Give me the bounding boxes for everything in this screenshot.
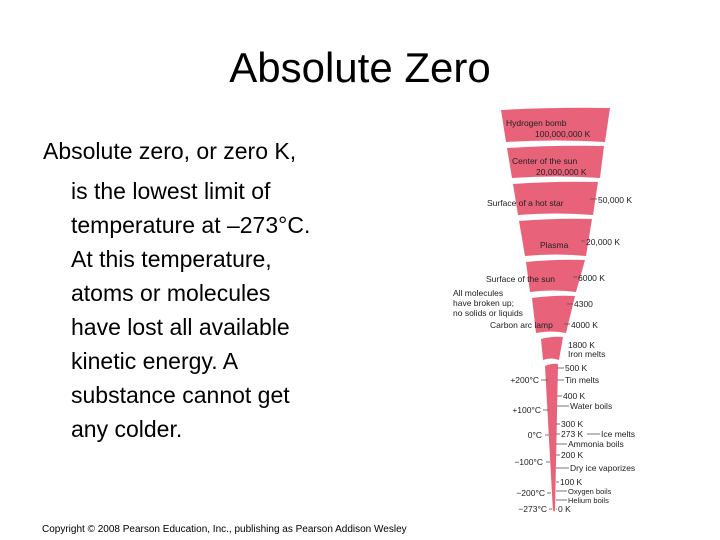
label-1800k: 1800 K	[568, 340, 595, 350]
label-0c: 0°C	[527, 430, 542, 440]
lead-text: Absolute zero, or zero K,	[43, 138, 297, 164]
body-line: is the lowest limit of	[71, 178, 271, 204]
label-tin-melts: Tin melts	[565, 375, 600, 385]
label-hot-star: Surface of a hot star	[487, 198, 564, 208]
label-minus-100c: −100°C	[514, 457, 543, 467]
label-6000k: 6000 K	[578, 273, 605, 283]
label-surface-sun: Surface of the sun	[486, 274, 555, 284]
label-plus-100c: +100°C	[512, 405, 541, 415]
label-100k: 100 K	[560, 477, 583, 487]
segment-iron	[541, 337, 563, 360]
label-0k: 0 K	[558, 504, 571, 514]
body-line: At this temperature,	[71, 246, 272, 272]
label-300k: 300 K	[561, 419, 584, 429]
body-line: temperature at –273°C.	[71, 212, 311, 238]
slide-title: Absolute Zero	[229, 44, 491, 91]
label-500k: 500 K	[565, 363, 588, 373]
note-line: All molecules	[453, 288, 504, 298]
label-iron-melts: Iron melts	[568, 349, 606, 359]
body-line: substance cannot get	[71, 382, 290, 408]
label-ammonia-boils: Ammonia boils	[568, 439, 624, 449]
segment-plasma	[519, 219, 592, 256]
label-hydrogen-bomb-temp: 100,000,000 K	[535, 129, 591, 139]
label-helium-boils: Helium boils	[568, 496, 609, 505]
label-hydrogen-bomb: Hydrogen bomb	[506, 118, 567, 128]
label-273k: 273 K	[561, 429, 584, 439]
label-water-boils: Water boils	[570, 401, 613, 411]
label-400k: 400 K	[563, 391, 586, 401]
label-carbon-arc: Carbon arc lamp	[490, 320, 553, 330]
note-line: no solids or liquids	[453, 308, 523, 318]
body-line: have lost all available	[71, 314, 290, 340]
label-plasma: Plasma	[540, 240, 569, 250]
label-minus-200c: −200°C	[516, 488, 545, 498]
label-50000k: 50,000 K	[598, 195, 633, 205]
label-center-sun: Center of the sun	[512, 156, 578, 166]
label-ice-melts: Ice melts	[601, 429, 636, 439]
label-4300: 4300	[574, 299, 593, 309]
label-dry-ice: Dry ice vaporizes	[570, 463, 636, 473]
body-line: any colder.	[71, 416, 183, 442]
label-4000k: 4000 K	[571, 320, 598, 330]
body-line: atoms or molecules	[71, 280, 271, 306]
copyright-notice: Copyright © 2008 Pearson Education, Inc., publishing as Pearson Addison Wesley	[42, 524, 407, 535]
label-minus-273c: −273°C	[518, 504, 547, 514]
label-oxygen-boils: Oxygen boils	[568, 487, 612, 496]
label-center-sun-temp: 20,000,000 K	[536, 167, 587, 177]
note-line: have broken up;	[453, 298, 514, 308]
segment-low-temps	[545, 364, 558, 512]
label-200k: 200 K	[561, 450, 584, 460]
label-20000k: 20,000 K	[586, 237, 621, 247]
body-line: kinetic energy. A	[71, 348, 239, 374]
label-plus-200c: +200°C	[510, 375, 539, 385]
